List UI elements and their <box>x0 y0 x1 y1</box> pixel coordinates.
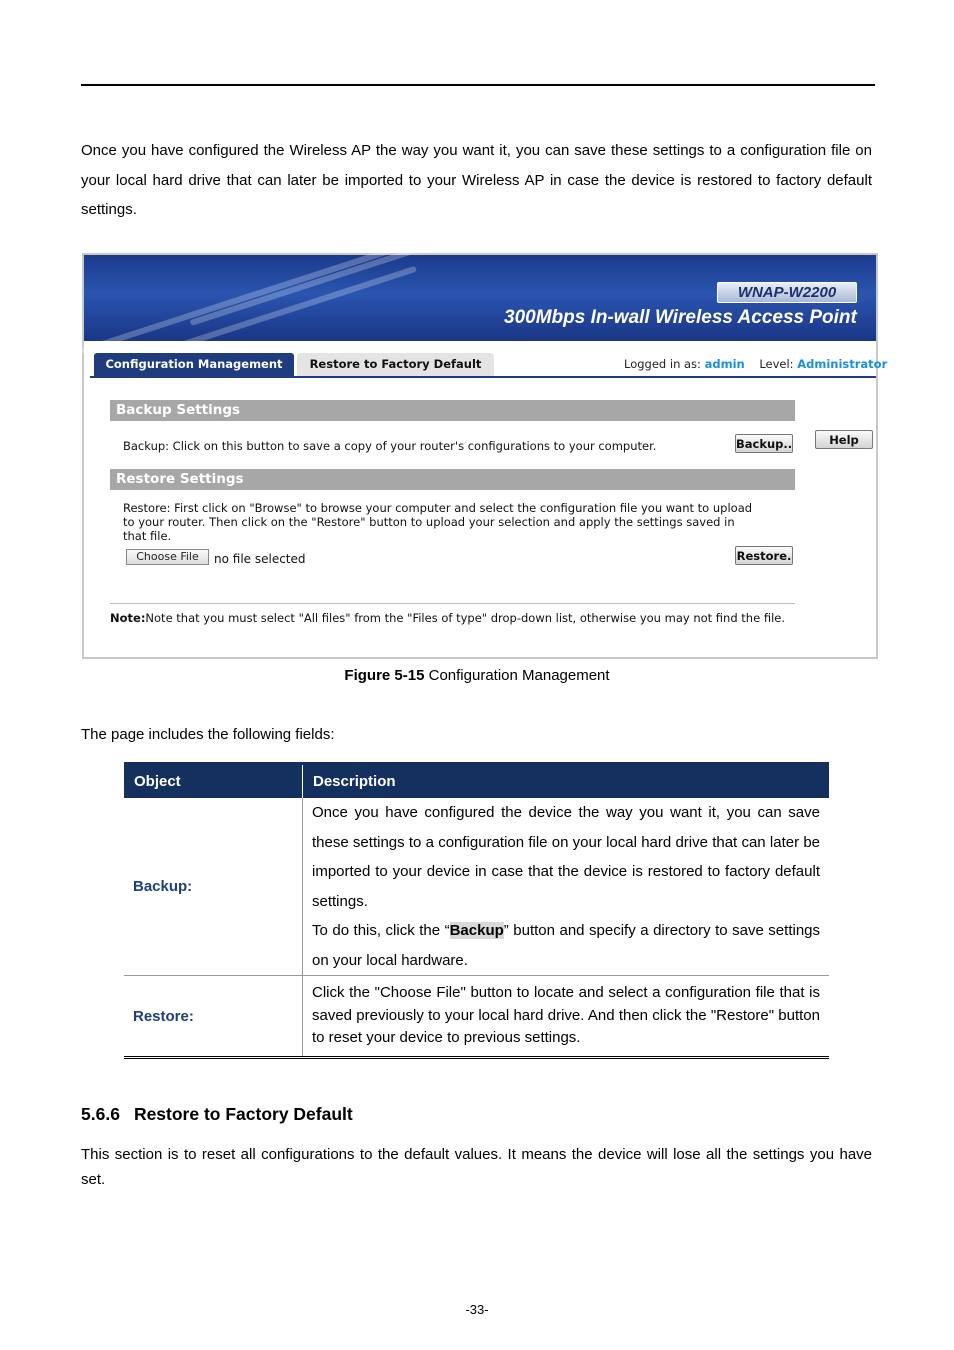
choose-file-button[interactable]: Choose File <box>126 549 209 565</box>
product-title: 300Mbps In-wall Wireless Access Point <box>504 307 857 328</box>
intro-paragraph: Once you have configured the Wireless AP the way you want it, you can save these settings to a configuration file on your local hard drive that can later be imported to your Wireless AP in case the device is restored to factory default settings. <box>81 142 872 218</box>
row-description-restore <box>303 976 830 1058</box>
note-text <box>110 611 800 625</box>
section-paragraph: This section is to reset all configurations to the default values. It means the device will lose all the settings you have set. <box>81 1146 872 1188</box>
table-header-row <box>124 764 829 799</box>
restore-settings-header: Restore Settings <box>110 469 795 490</box>
header-banner <box>84 255 876 341</box>
tab-restore-to-factory-default[interactable]: Restore to Factory Default <box>297 353 494 376</box>
table-row <box>124 976 829 1058</box>
note-body: Note that you must select "All files" from the "Files of type" drop-down list, otherwise you may not find the file. <box>145 611 785 625</box>
figure-title: Configuration Management <box>424 667 610 684</box>
header-object: Object <box>124 764 303 799</box>
no-file-selected-text: no file selected <box>214 552 306 566</box>
page-number: -33- <box>465 1302 489 1317</box>
note-divider <box>110 603 795 604</box>
section-title: Restore to Factory Default <box>133 1104 353 1124</box>
section-number: 5.6.6 <box>81 1104 120 1124</box>
backup-desc-para2 <box>312 916 820 975</box>
backup-keyword: Backup <box>449 922 504 939</box>
logged-in-label: Logged in as: <box>624 357 701 371</box>
header-rule <box>81 84 875 86</box>
section-heading <box>81 1104 353 1125</box>
level-label: Level: <box>759 357 794 371</box>
fields-intro: The page includes the following fields: <box>81 726 335 743</box>
table-row <box>124 798 829 976</box>
help-button[interactable]: Help <box>815 430 873 449</box>
backup-desc-pre: To do this, click the “ <box>312 922 450 939</box>
login-status <box>624 357 887 371</box>
configuration-management-screenshot <box>82 253 888 659</box>
logged-in-user: admin <box>704 357 745 371</box>
row-object-backup: Backup: <box>124 798 303 976</box>
model-badge: WNAP-W2200 <box>717 282 857 303</box>
tab-underline <box>90 376 876 378</box>
restore-button[interactable]: Restore. <box>735 546 793 565</box>
restore-desc: Click the "Choose File" button to locate and select a configuration file that is saved previously to your local hard drive. And then click the "Restore" button to reset your device to previous settings. <box>312 984 820 1047</box>
row-object-restore: Restore: <box>124 976 303 1058</box>
fields-table <box>124 762 829 1059</box>
restore-description-line-2: to your router. Then click on the "Restore" button to upload your selection and apply the settings saved in <box>123 515 735 529</box>
backup-desc-para1: Once you have configured the device the way you want it, you can save these settings to a configuration file on your local hard drive that can later be imported to your device in case that the device is restored to factory default settings. <box>312 804 820 910</box>
note-label: Note: <box>110 611 146 625</box>
backup-desc-post: ” button and specify a directory to save settings on your local hardware. <box>312 922 821 969</box>
level-value: Administrator <box>797 357 888 371</box>
header-description: Description <box>303 764 830 799</box>
figure-caption <box>0 667 954 684</box>
restore-description-line-3: that file. <box>123 529 172 543</box>
row-description-backup <box>303 798 830 976</box>
tab-configuration-management[interactable]: Configuration Management <box>94 353 294 376</box>
backup-button[interactable]: Backup.. <box>735 434 793 453</box>
figure-label: Figure 5-15 <box>344 667 425 684</box>
restore-description-line-1: Restore: First click on "Browse" to browse your computer and select the configuration file you want to upload <box>123 501 753 515</box>
backup-description: Backup: Click on this button to save a copy of your router's configurations to your computer. <box>123 439 657 453</box>
backup-settings-header: Backup Settings <box>110 400 795 421</box>
